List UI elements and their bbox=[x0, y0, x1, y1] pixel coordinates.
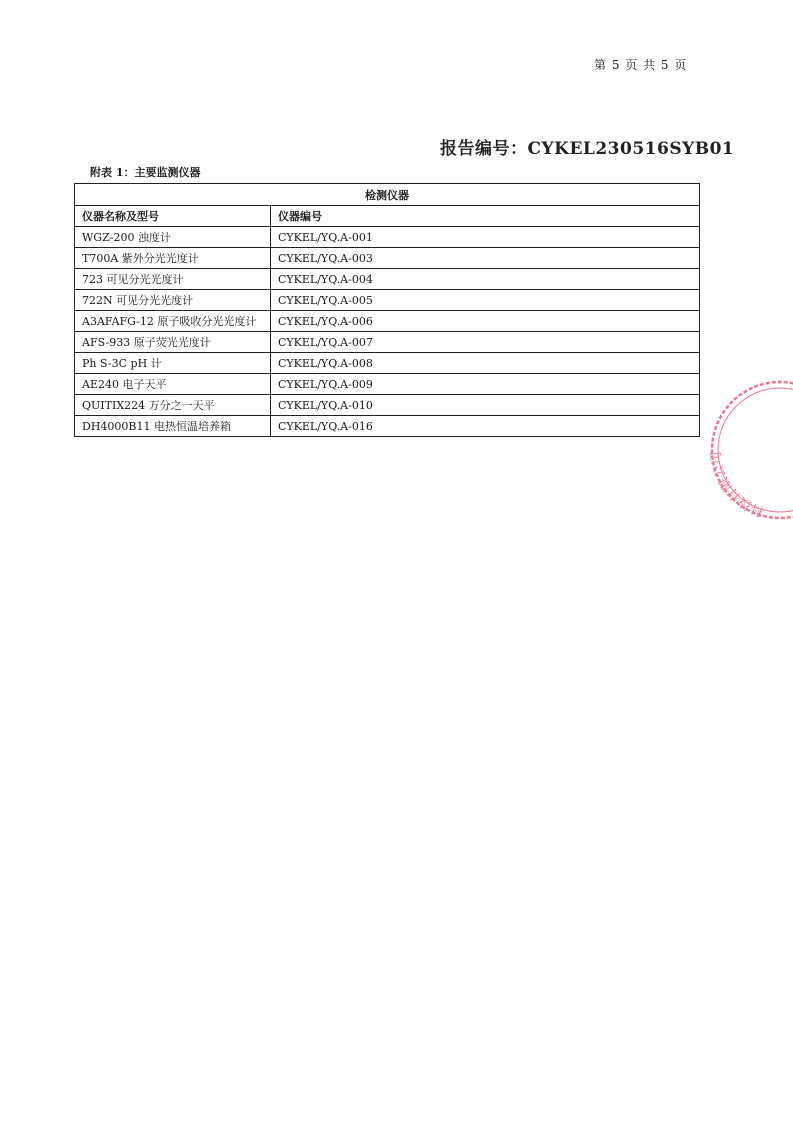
instrument-name-cell: A3AFAFG-12 原子吸收分光光度计 bbox=[75, 311, 271, 332]
instrument-name-cell: Ph S-3C pH 计 bbox=[75, 353, 271, 374]
column-header-name: 仪器名称及型号 bbox=[75, 206, 271, 227]
instrument-id-cell: CYKEL/YQ.A-010 bbox=[271, 395, 700, 416]
instrument-id-cell: CYKEL/YQ.A-008 bbox=[271, 353, 700, 374]
instrument-name-cell: DH4000B11 电热恒温培养箱 bbox=[75, 416, 271, 437]
seal-text: 科技有限公司 bbox=[708, 450, 767, 519]
instrument-name-cell: 722N 可见分光光度计 bbox=[75, 290, 271, 311]
page-number: 第 5 页 共 5 页 bbox=[594, 58, 688, 72]
table-row bbox=[75, 332, 700, 353]
report-number: 报告编号：CYKEL230516SYB01 bbox=[440, 139, 735, 159]
instrument-id-cell: CYKEL/YQ.A-003 bbox=[271, 248, 700, 269]
instrument-name-cell: T700A 紫外分光光度计 bbox=[75, 248, 271, 269]
company-seal bbox=[705, 375, 793, 525]
table-row bbox=[75, 395, 700, 416]
table-row bbox=[75, 416, 700, 437]
table-row bbox=[75, 248, 700, 269]
instrument-id-cell: CYKEL/YQ.A-001 bbox=[271, 227, 700, 248]
table-row bbox=[75, 374, 700, 395]
table-row bbox=[75, 290, 700, 311]
table-row bbox=[75, 353, 700, 374]
instrument-id-cell: CYKEL/YQ.A-016 bbox=[271, 416, 700, 437]
instrument-name-cell: 723 可见分光光度计 bbox=[75, 269, 271, 290]
instrument-table bbox=[74, 183, 700, 437]
table-group-header-row bbox=[75, 184, 700, 206]
table-row bbox=[75, 311, 700, 332]
instrument-name-cell: AE240 电子天平 bbox=[75, 374, 271, 395]
seal-stamp-icon bbox=[705, 375, 793, 525]
instrument-id-cell: CYKEL/YQ.A-009 bbox=[271, 374, 700, 395]
instrument-name-cell: AFS-933 原子荧光光度计 bbox=[75, 332, 271, 353]
table-row bbox=[75, 269, 700, 290]
instrument-id-cell: CYKEL/YQ.A-006 bbox=[271, 311, 700, 332]
table-group-header: 检测仪器 bbox=[75, 184, 700, 206]
instrument-name-cell: WGZ-200 浊度计 bbox=[75, 227, 271, 248]
column-header-id: 仪器编号 bbox=[271, 206, 700, 227]
table-row bbox=[75, 227, 700, 248]
instrument-id-cell: CYKEL/YQ.A-005 bbox=[271, 290, 700, 311]
instrument-id-cell: CYKEL/YQ.A-007 bbox=[271, 332, 700, 353]
instrument-name-cell: QUITIX224 万分之一天平 bbox=[75, 395, 271, 416]
table-column-header-row bbox=[75, 206, 700, 227]
instrument-id-cell: CYKEL/YQ.A-004 bbox=[271, 269, 700, 290]
appendix-title: 附表 1：主要监测仪器 bbox=[90, 166, 201, 179]
